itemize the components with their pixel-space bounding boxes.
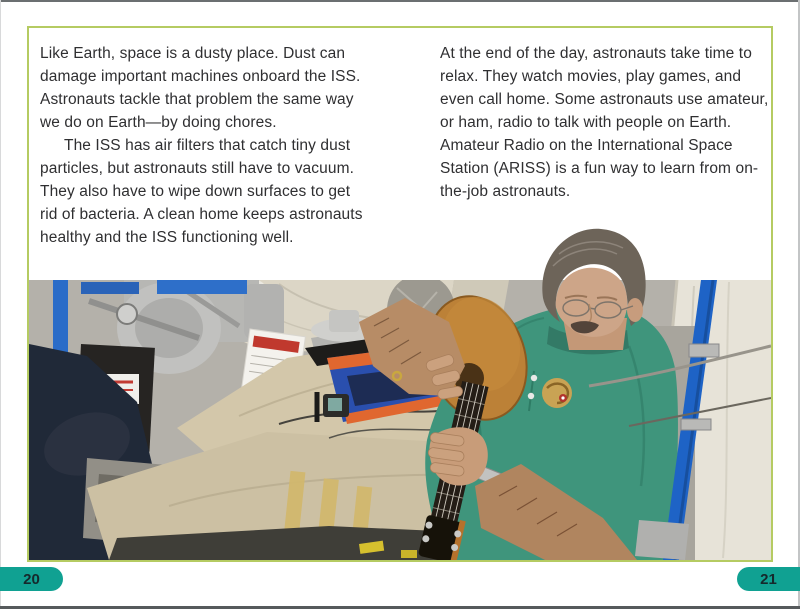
- blue-rail-top: [157, 280, 247, 294]
- ear: [627, 298, 643, 322]
- spread-frame: [27, 26, 773, 562]
- right-page-text-column: [440, 42, 772, 203]
- page-left-edge: [0, 0, 1, 609]
- shirt-logo: [542, 378, 572, 408]
- left-paragraph-1: Like Earth, space is a dusty place. Dust can damage important machines onboard the ISS. Astronauts tackle that problem the same way we do on Earth—by doing chores.: [40, 45, 361, 131]
- iss-photo: [29, 226, 771, 560]
- photo-scene: [29, 274, 771, 560]
- page-number-right-label: 21: [760, 570, 777, 588]
- page-number-left-label: 20: [23, 570, 40, 588]
- page-top-edge: [0, 0, 800, 2]
- left-page-text-column: [40, 42, 372, 249]
- right-paragraph-1: At the end of the day, astronauts take time to relax. They watch movies, play games, and even call home. Some astronauts use amateur, or ham, radio to talk with people on Earth. Amateur Radio on the International Space Station (ARISS) is a fun way to learn from on-the-job astronauts.: [440, 45, 769, 200]
- iss-photo-illustration: [29, 226, 771, 560]
- page-number-right: [737, 567, 800, 591]
- page-number-left: [0, 567, 63, 591]
- left-paragraph-2: The ISS has air filters that catch tiny dust particles, but astronauts still have to vacuum. They also have to wipe down surfaces to get rid of bacteria. A clean home keeps astronauts healthy and the ISS functioning well.: [40, 137, 363, 246]
